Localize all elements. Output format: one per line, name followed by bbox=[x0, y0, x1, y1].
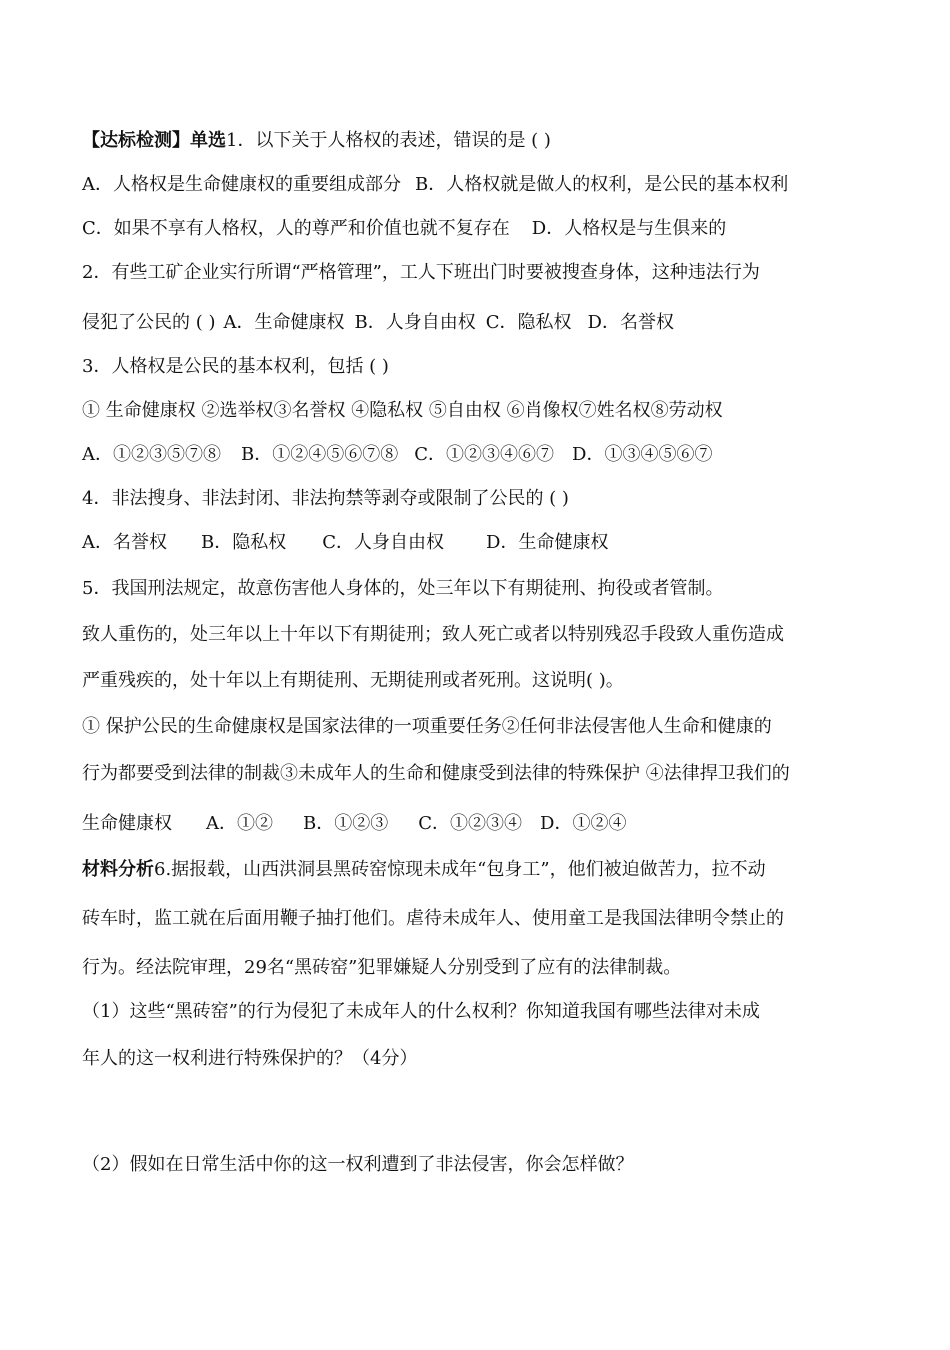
q6-line2: 砖车时，监工就在后面用鞭子抽打他们。虐待未成年人、使用童工是我国法律明令禁止的 bbox=[82, 908, 784, 929]
q2-option-a: A．生命健康权 bbox=[223, 312, 345, 333]
q1-option-d: D．人格权是与生俱来的 bbox=[531, 218, 727, 239]
q2-stem-line1: 2．有些工矿企业实行所谓“严格管理”，工人下班出门时要被搜查身体，这种违法行为 bbox=[82, 262, 760, 283]
q3-option-a: A．①②③⑤⑦⑧ bbox=[82, 444, 221, 465]
q5-line3: 严重残疾的，处十年以上有期徒刑、无期徒刑或者死刑。这说明( )。 bbox=[82, 670, 624, 691]
q2-stem-tail: 侵犯了公民的 ( ) bbox=[82, 312, 216, 333]
q5-line6-prefix: 生命健康权 bbox=[82, 813, 172, 834]
q6-sub1-line2: 年人的这一权利进行特殊保护的？（4分） bbox=[82, 1048, 418, 1069]
q5-line4: ① 保护公民的生命健康权是国家法律的一项重要任务②任何非法侵害他人生命和健康的 bbox=[82, 716, 772, 737]
q2-stem-line2 bbox=[82, 310, 882, 336]
q3-options bbox=[82, 442, 882, 468]
q5-option-c: C．①②③④ bbox=[418, 813, 523, 834]
q1-options-ab bbox=[82, 172, 882, 198]
q6-line3: 行为。经法院审理，29名“黑砖窑”犯罪嫌疑人分别受到了应有的法律制裁。 bbox=[82, 957, 682, 978]
q3-option-d: D．①③④⑤⑥⑦ bbox=[572, 444, 713, 465]
q3-items: ① 生命健康权 ②选举权③名誉权 ④隐私权 ⑤自由权 ⑥肖像权⑦姓名权⑧劳动权 bbox=[82, 400, 723, 421]
q5-option-a: A．①② bbox=[206, 813, 273, 834]
q6-sub1-line1: （1）这些“黑砖窑”的行为侵犯了未成年人的什么权利？你知道我国有哪些法律对未成 bbox=[82, 1001, 760, 1022]
q1-stem: 1．以下关于人格权的表述，错误的是 ( ) bbox=[226, 130, 551, 151]
q6-sub2: （2）假如在日常生活中你的这一权利遭到了非法侵害，你会怎样做？ bbox=[82, 1154, 634, 1175]
q2-option-c: C．隐私权 bbox=[485, 312, 572, 333]
q5-option-d: D．①②④ bbox=[540, 813, 627, 834]
q5-line1: 5．我国刑法规定，故意伤害他人身体的，处三年以下有期徒刑、拘役或者管制。 bbox=[82, 578, 724, 599]
section-header-single-choice: 【达标检测】单选 bbox=[82, 130, 226, 151]
q1-option-c: C．如果不享有人格权，人的尊严和价值也就不复存在 bbox=[82, 218, 510, 239]
q2-option-b: B．人身自由权 bbox=[354, 312, 476, 333]
q3-stem: 3．人格权是公民的基本权利，包括 ( ) bbox=[82, 356, 389, 377]
q3-option-b: B．①②④⑤⑥⑦⑧ bbox=[241, 444, 399, 465]
q3-option-c: C．①②③④⑥⑦ bbox=[414, 444, 555, 465]
q1-stem-line bbox=[82, 128, 882, 154]
q1-option-b: B．人格权就是做人的权利，是公民的基本权利 bbox=[415, 174, 789, 195]
section-header-material-analysis: 材料分析 bbox=[82, 859, 154, 880]
q6-line1 bbox=[82, 857, 882, 883]
q4-option-b: B．隐私权 bbox=[201, 532, 287, 553]
q1-option-a: A．人格权是生命健康权的重要组成部分 bbox=[82, 174, 401, 195]
q4-option-a: A．名誉权 bbox=[82, 532, 167, 553]
q5-line5: 行为都要受到法律的制裁③未成年人的生命和健康受到法律的特殊保护 ④法律捍卫我们的 bbox=[82, 763, 790, 784]
q4-option-c: C．人身自由权 bbox=[322, 532, 445, 553]
q4-options bbox=[82, 530, 882, 556]
q5-options bbox=[82, 811, 882, 837]
q1-options-cd bbox=[82, 216, 882, 242]
q4-stem: 4．非法搜身、非法封闭、非法拘禁等剥夺或限制了公民的 ( ) bbox=[82, 488, 569, 509]
q6-text-line1: 6.据报载，山西洪洞县黑砖窑惊现未成年“包身工”，他们被迫做苦力，拉不动 bbox=[154, 859, 766, 880]
q5-option-b: B．①②③ bbox=[303, 813, 389, 834]
q2-option-d: D．名誉权 bbox=[587, 312, 674, 333]
q4-option-d: D．生命健康权 bbox=[486, 532, 609, 553]
q5-line2: 致人重伤的，处三年以上十年以下有期徒刑；致人死亡或者以特别残忍手段致人重伤造成 bbox=[82, 624, 784, 645]
